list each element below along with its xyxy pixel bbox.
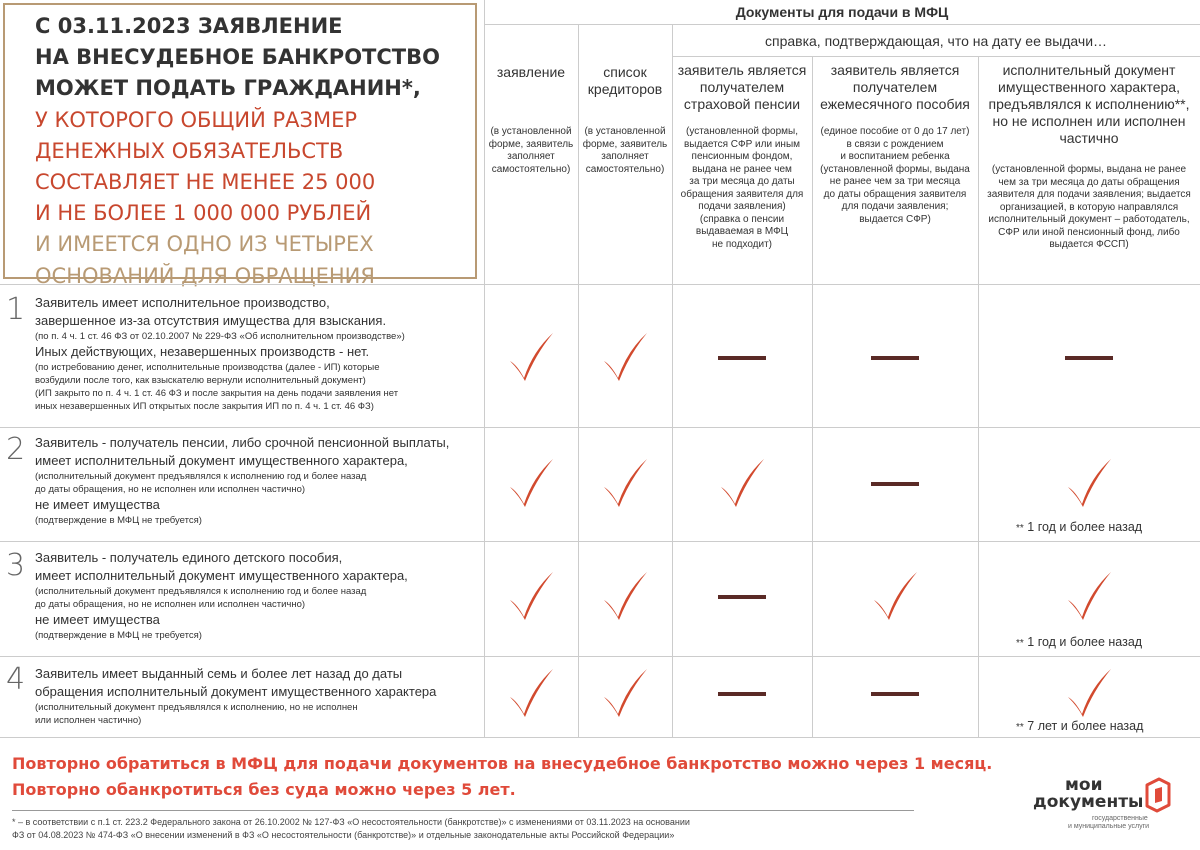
condition-text: Заявитель имеет выданный семь и более лет назад до даты xyxy=(35,666,403,681)
row-condition xyxy=(35,665,465,727)
divider xyxy=(812,56,813,737)
column-title xyxy=(484,64,578,81)
header-line: СОСТАВЛЯЕТ НЕ МЕНЕЕ 25 000 xyxy=(35,170,376,195)
check-icon xyxy=(601,570,649,624)
check-icon xyxy=(507,667,555,721)
header-line: И ИМЕЕТСЯ ОДНО ИЗ ЧЕТЫРЕХ xyxy=(35,232,374,257)
column-note-line: (единое пособие от 0 до 17 лет) xyxy=(820,126,970,137)
divider xyxy=(0,656,1200,657)
divider xyxy=(0,427,1200,428)
divider xyxy=(978,56,979,737)
footnote-line: ФЗ от 04.08.2023 № 474-ФЗ «О внесении изменений в ФЗ «О несостоятельности (банкротстве)» и отдельные законодательные акты Российской Федерации» xyxy=(12,830,675,840)
column-title xyxy=(578,64,672,98)
condition-note: (исполнительный документ предъявлялся к исполнению, но не исполнен xyxy=(35,702,358,713)
column-title-line: но не исполнен или исполнен xyxy=(992,113,1186,129)
column-note-line: выдается СФР) xyxy=(859,213,931,225)
note-marker: ** xyxy=(1016,638,1024,649)
footnote-line: * – в соответствии с п.1 ст. 223.2 Федерального закона от 26.10.2002 № 127-ФЗ «О несостоятельности (банкротстве)» с изменениями от 03.11.2023 на основании xyxy=(12,817,690,827)
column-title xyxy=(978,62,1200,147)
column-note-line: (справка о пенсии xyxy=(699,213,785,225)
header-line: НА ВНЕСУДЕБНОЕ БАНКРОТСТВО xyxy=(35,45,440,70)
column-note-line: организацией, в которую направлялся xyxy=(999,201,1179,213)
logo-emblem-icon xyxy=(1143,777,1173,813)
column-title-line: имущественного характера, xyxy=(998,79,1180,95)
check-icon xyxy=(1065,570,1113,624)
column-note-line: форме, заявитель xyxy=(582,138,668,150)
column-title-line: кредиторов xyxy=(587,81,663,97)
note-text: 1 год и более назад xyxy=(1027,635,1143,649)
condition-note: (исполнительный документ предъявлялся к исполнению год и более назад xyxy=(35,586,367,597)
column-note-line: и воспитанием ребенка xyxy=(840,151,950,162)
logo-line: мои xyxy=(1065,775,1103,795)
row-number: 4 xyxy=(6,662,26,697)
note-marker: ** xyxy=(1016,523,1024,534)
condition-text: Заявитель - получатель пенсии, либо срочной пенсионной выплаты, xyxy=(35,435,450,450)
condition-note: (по п. 4 ч. 1 ст. 46 ФЗ от 02.10.2007 № 229-ФЗ «Об исполнительном производстве») xyxy=(35,331,405,342)
header-line: У КОТОРОГО ОБЩИЙ РАЗМЕР xyxy=(35,107,358,132)
column-note-line: не подходит) xyxy=(711,238,772,250)
condition-note: (ИП закрыто по п. 4 ч. 1 ст. 46 ФЗ и после закрытия на день подачи заявления нет xyxy=(35,388,399,399)
column-note-line: выдаваемая в МФЦ xyxy=(695,226,789,237)
row-number: 3 xyxy=(6,548,26,583)
column-note-line: (установленной формы, выдана не ранее xyxy=(991,164,1187,175)
header-line: МОЖЕТ ПОДАТЬ ГРАЖДАНИН*, xyxy=(35,76,421,101)
row-condition xyxy=(35,549,465,642)
column-note-line: (установленной формы, xyxy=(686,126,798,137)
column-note-line: чем за три месяца до даты обращения xyxy=(998,176,1180,188)
header-tan-lines xyxy=(35,229,475,291)
condition-note: (по истребованию денег, исполнительные производства (далее - ИП) которые xyxy=(35,362,380,373)
column-note-line: подачи заявления) xyxy=(698,201,786,212)
divider xyxy=(0,737,1200,738)
condition-note: возбудили после того, как взыскателю вернули исполнительный документ) xyxy=(35,375,366,386)
column-note-line: за три месяца до даты xyxy=(689,176,795,187)
column-note-line: выдается СФР или иным xyxy=(683,138,800,150)
row-note xyxy=(1016,635,1142,649)
header-line: ДЕНЕЖНЫХ ОБЯЗАТЕЛЬСТВ xyxy=(35,138,344,163)
condition-note: иных незавершенных ИП открытых после закрытия ИП по п. 4 ч. 1 ст. 46 ФЗ) xyxy=(35,401,374,412)
column-title-line: получателем xyxy=(699,79,785,95)
column-note-line: заявителя для подачи заявления; выдается xyxy=(987,189,1191,200)
column-title-line: заявитель является xyxy=(830,62,960,78)
column-note-line: форме, заявитель xyxy=(488,138,574,150)
column-note xyxy=(672,126,812,251)
footnote-divider xyxy=(12,810,914,811)
divider xyxy=(672,56,1200,57)
divider xyxy=(0,284,1200,285)
row-number: 1 xyxy=(6,292,26,327)
condition-text: имеет исполнительный документ имущественного характера, xyxy=(35,568,408,583)
condition-text: Заявитель имеет исполнительное производство, xyxy=(35,295,330,310)
column-title-line: заявитель является xyxy=(677,62,807,78)
column-note xyxy=(484,126,578,176)
row-note xyxy=(1016,719,1143,733)
condition-text: Заявитель - получатель единого детского пособия, xyxy=(35,550,343,565)
column-title-line: предъявлялся к исполнению**, xyxy=(988,96,1190,112)
reapply-note: Повторно обратиться в МФЦ для подачи документов на внесудебное банкротство можно через 1 месяц. xyxy=(12,754,993,773)
check-icon xyxy=(718,457,766,511)
column-title-line: ежемесячного пособия xyxy=(820,96,970,112)
check-icon xyxy=(871,570,919,624)
condition-text: имеет исполнительный документ имущественного характера, xyxy=(35,453,408,468)
column-title-line: заявление xyxy=(496,64,566,80)
column-title xyxy=(812,62,978,113)
check-icon xyxy=(507,331,555,385)
check-icon xyxy=(1065,667,1113,721)
condition-text: завершенное из-за отсутствия имущества для взыскания. xyxy=(35,313,387,328)
column-note-line: выдается ФССП) xyxy=(1049,239,1129,250)
header-line: И НЕ БОЛЕЕ 1 000 000 РУБЛЕЙ xyxy=(35,201,372,226)
logo-sub: государственные xyxy=(1092,815,1148,822)
divider xyxy=(672,24,673,737)
dash-icon xyxy=(871,692,919,696)
header-box xyxy=(3,3,477,288)
column-title-line: список xyxy=(603,64,647,80)
condition-text: не имеет имущества xyxy=(35,497,160,512)
moi-dokumenty-logo xyxy=(1030,775,1180,835)
logo-sub: и муниципальные услуги xyxy=(1068,823,1150,830)
group-header: справка, подтверждающая, что на дату ее выдачи… xyxy=(764,33,1108,49)
note-text: 1 год и более назад xyxy=(1027,520,1143,534)
table-title: Документы для подачи в МФЦ xyxy=(735,4,949,20)
column-note-line: в связи с рождением xyxy=(846,138,944,150)
column-note-line: (в установленной xyxy=(490,126,572,137)
condition-note: или исполнен частично) xyxy=(35,715,142,726)
check-icon xyxy=(601,331,649,385)
note-text: 7 лет и более назад xyxy=(1027,719,1144,733)
condition-text: Иных действующих, незавершенных производств - нет. xyxy=(35,344,370,359)
column-title-line: исполнительный документ xyxy=(1002,62,1176,78)
column-note xyxy=(812,126,978,226)
column-note xyxy=(578,126,672,176)
row-note xyxy=(1016,520,1142,534)
condition-note: до даты обращения, но не исполнен или исполнен частично) xyxy=(35,484,306,495)
header-line: С 03.11.2023 ЗАЯВЛЕНИЕ xyxy=(35,14,343,38)
column-title-line: частично xyxy=(1059,130,1119,146)
check-icon xyxy=(507,570,555,624)
dash-icon xyxy=(718,692,766,696)
column-note-line: обращения заявителя для xyxy=(680,188,804,200)
condition-text: обращения исполнительный документ имущественного характера xyxy=(35,684,437,699)
column-note-line: самостоятельно) xyxy=(491,163,571,175)
check-icon xyxy=(1065,457,1113,511)
check-icon xyxy=(601,667,649,721)
column-title-line: получателем xyxy=(852,79,938,95)
row-number: 2 xyxy=(6,432,26,467)
header-red-lines xyxy=(35,105,475,230)
dash-icon xyxy=(718,595,766,599)
row-condition xyxy=(35,294,465,413)
condition-text: не имеет имущества xyxy=(35,612,160,627)
header-line: ОСНОВАНИЙ ДЛЯ ОБРАЩЕНИЯ xyxy=(35,263,375,288)
divider xyxy=(484,0,485,737)
column-note-line: заполняет xyxy=(507,151,555,162)
column-note-line: самостоятельно) xyxy=(585,163,665,175)
column-note-line: (в установленной xyxy=(584,126,666,137)
column-note-line: выдана не ранее чем xyxy=(692,163,792,175)
dash-icon xyxy=(871,482,919,486)
condition-note: до даты обращения, но не исполнен или исполнен частично) xyxy=(35,599,306,610)
dash-icon xyxy=(718,356,766,360)
divider xyxy=(484,24,1200,25)
dash-icon xyxy=(871,356,919,360)
column-note-line: исполнительный документ – работодатель, xyxy=(988,214,1190,225)
dash-icon xyxy=(1065,356,1113,360)
check-icon xyxy=(601,457,649,511)
column-note-line: заполняет xyxy=(601,151,649,162)
column-title-line: страховой пенсии xyxy=(683,96,801,112)
column-title xyxy=(672,62,812,113)
note-marker: ** xyxy=(1016,722,1024,733)
condition-note: (исполнительный документ предъявлялся к исполнению год и более назад xyxy=(35,471,367,482)
divider xyxy=(578,24,579,737)
condition-note: (подтверждение в МФЦ не требуется) xyxy=(35,630,202,641)
column-note-line: для подачи заявления; xyxy=(841,201,949,212)
column-note xyxy=(978,164,1200,252)
divider xyxy=(0,541,1200,542)
logo-line: документы xyxy=(1033,792,1144,812)
column-note-line: СФР или иной пенсионный фонд, либо xyxy=(998,226,1180,238)
check-icon xyxy=(507,457,555,511)
column-note-line: пенсионным фондом, xyxy=(691,151,793,162)
row-condition xyxy=(35,434,465,527)
condition-note: (подтверждение в МФЦ не требуется) xyxy=(35,515,202,526)
column-note-line: до даты обращения заявителя xyxy=(823,188,967,200)
column-note-line: не ранее чем за три месяца xyxy=(829,176,961,187)
column-note-line: (установленной формы, выдана xyxy=(820,163,970,175)
rebankrupt-note: Повторно обанкротиться без суда можно через 5 лет. xyxy=(12,780,516,799)
header-dark-lines xyxy=(35,11,475,105)
